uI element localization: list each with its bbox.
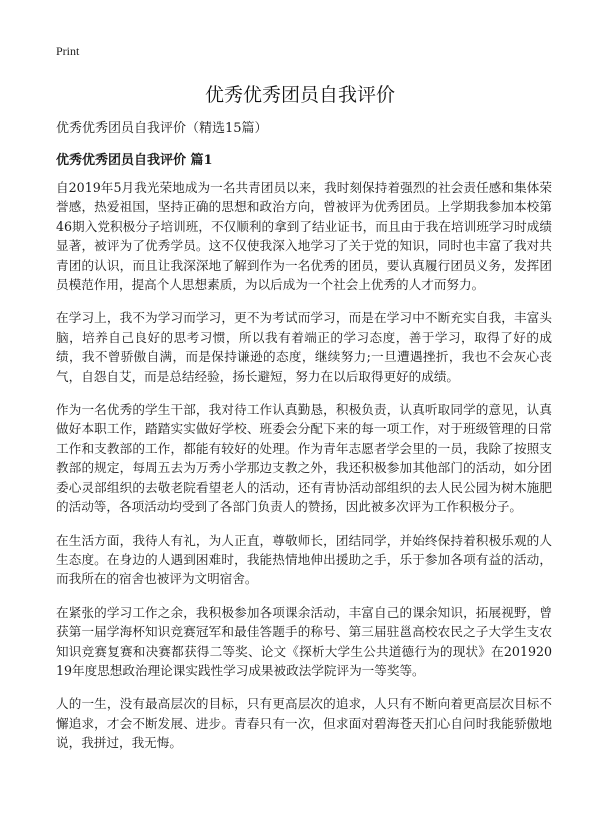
paragraph: 在生活方面，我待人有礼，为人正直，尊敬师长，团结同学，并始终保持着积极乐观的人生态度。在身边的人遇到困难时，我能热情地伸出援助之手，乐于参加各项有益的活动，而我所在的宿舍也被评为文明宿舍。 xyxy=(56,532,552,587)
print-link[interactable]: Print xyxy=(56,44,80,58)
paragraph: 作为一名优秀的学生干部，我对待工作认真勤恳，积极负责，认真听取同学的意见，认真做好本职工作，踏踏实实做好学校、班委会分配下来的每一项工作，对于班级管理的日常工作和支教部的工作，都能有较好的处理。作为青年志愿者学会里的一员，我除了按照支教部的规定，每周五去为万秀小学那边支教之外，我还积极参加其他部门的活动，如分团委心灵部组织的去敬老院看望老人的活动，还有青协活动部组织的去人民公园为树木施肥的活动等，各项活动均受到了各部门负责人的赞扬，因此被多次评为工作积极分子。 xyxy=(56,402,552,515)
section-heading: 优秀优秀团员自我评价 篇1 xyxy=(56,153,213,168)
document-body xyxy=(56,120,552,767)
paragraph: 在学习上，我不为学习而学习，更不为考试而学习，而是在学习中不断充实自我，丰富头脑，培养自己良好的思考习惯，所以我有着端正的学习态度，善于学习，取得了好的成绩，我不曾骄傲自满，而是保持谦逊的态度，继续努力;一旦遭遇挫折，我也不会灰心丧气，自怨自艾，而是总结经验，扬长避短，努力在以后取得更好的成绩。 xyxy=(56,310,552,384)
paragraph: 自2019年5月我光荣地成为一名共青团员以来，我时刻保持着强烈的社会责任感和集体荣誉感，热爱祖国，坚持正确的思想和政治方向，曾被评为优秀团员。上学期我参加本校第46期入党积极分子培训班，不仅顺利的拿到了结业证书，而且由于我在培训班学习时成绩显著，被评为了优秀学员。这不仅使我深入地学习了关于党的知识，同时也丰富了我对共青团的认识，而且让我深深地了解到作为一名优秀的团员，要认真履行团员义务，发挥团员模范作用，提高个人思想素质，为以后成为一个社会上优秀的人才而努力。 xyxy=(56,180,552,293)
page-title: 优秀优秀团员自我评价 xyxy=(204,84,395,106)
document-subtitle: 优秀优秀团员自我评价（精选15篇） xyxy=(56,121,268,136)
paragraph: 人的一生，没有最高层次的目标，只有更高层次的追求，人只有不断向着更高层次目标不懈追求，才会不断发展、进步。青春只有一次，但求面对碧海苍天扪心自问时我能骄傲地说，我拼过，我无悔。 xyxy=(56,696,552,751)
paragraph: 在紧张的学习工作之余，我积极参加各项课余活动，丰富自己的课余知识，拓展视野，曾获第一届学海杯知识竞赛冠军和最佳答题手的称号、第三届驻邕高校农民之子大学生支农知识竞赛复赛和决赛都获得二等奖、论文《探析大学生公共道德行为的现状》在20192019年度思想政治理论课实践性学习成果被政法学院评为一等奖等。 xyxy=(56,604,552,678)
